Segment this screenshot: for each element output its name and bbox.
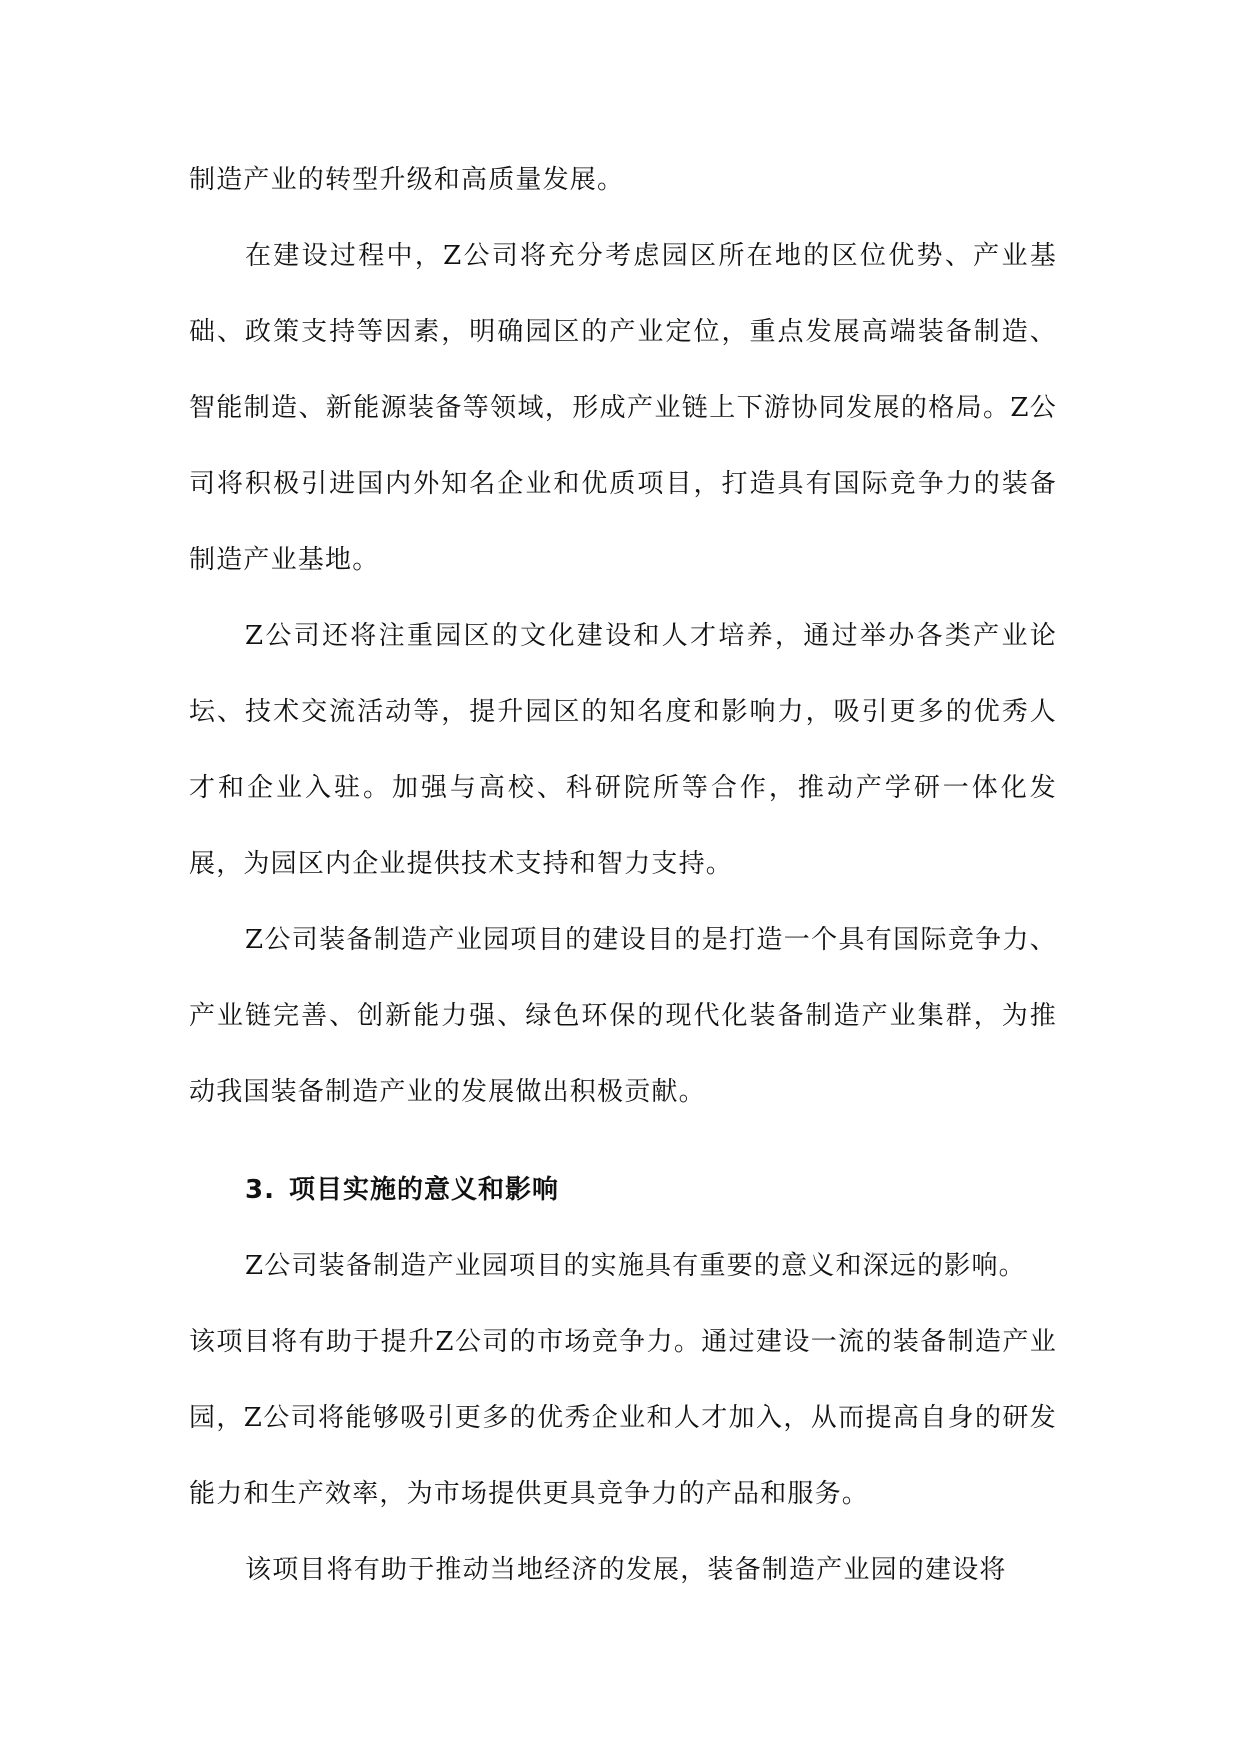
paragraph-park-planning: 在建设过程中，Z公司将充分考虑园区所在地的区位优势、产业基础、政策支持等因素，明确园区的产业定位，重点发展高端装备制造、智能制造、新能源装备等领域，形成产业链上下游协同发展的格局。Z公司将积极引进国内外知名企业和优质项目，打造具有国际竞争力的装备制造产业基地。: [189, 241, 1057, 575]
section-title: 项目实施的意义和影响: [288, 1175, 559, 1205]
paragraph-local-economy: 该项目将有助于推动当地经济的发展，装备制造产业园的建设将: [245, 1555, 1007, 1585]
section-number: 3.: [245, 1175, 275, 1205]
paragraph-culture-talent: Z公司还将注重园区的文化建设和人才培养，通过举办各类产业论坛、技术交流活动等，提升园区的知名度和影响力，吸引更多的优秀人才和企业入驻。加强与高校、科研院所等合作，推动产学研一体化发展，为园区内企业提供技术支持和智力支持。: [189, 621, 1057, 879]
paragraph-significance-intro: Z公司装备制造产业园项目的实施具有重要的意义和深远的影响。: [245, 1251, 1026, 1281]
paragraph-continuation: 制造产业的转型升级和高质量发展。: [189, 165, 625, 195]
paragraph-competitiveness: 该项目将有助于提升Z公司的市场竞争力。通过建设一流的装备制造产业园，Z公司将能够吸引更多的优秀企业和人才加入，从而提高自身的研发能力和生产效率，为市场提供更具竞争力的产品和服务。: [189, 1327, 1057, 1509]
paragraph-construction-goal: Z公司装备制造产业园项目的建设目的是打造一个具有国际竞争力、产业链完善、创新能力强、绿色环保的现代化装备制造产业集群，为推动我国装备制造产业的发展做出积极贡献。: [189, 925, 1057, 1107]
document-body: [189, 142, 1057, 1608]
section-heading: [189, 1152, 1057, 1228]
